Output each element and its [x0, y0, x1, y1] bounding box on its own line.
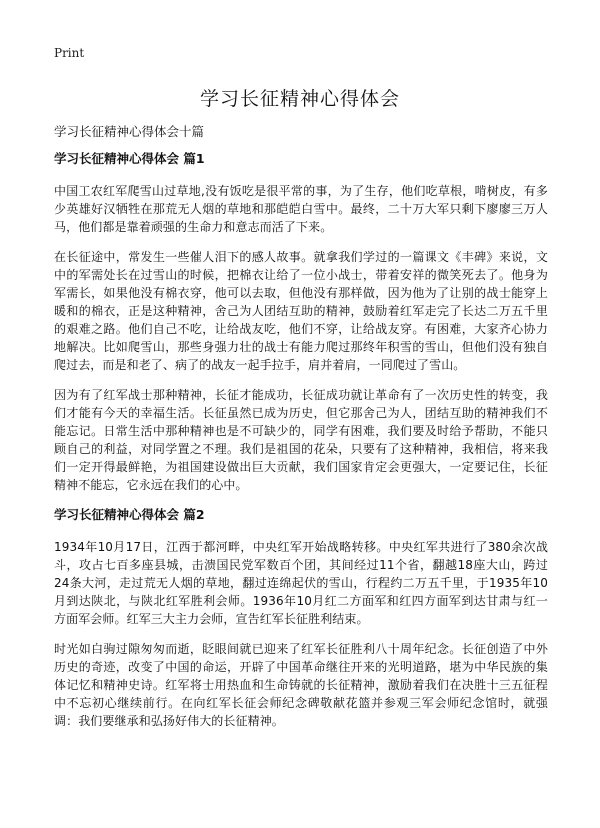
article-body [54, 150, 548, 742]
section-1 [54, 150, 548, 494]
print-link[interactable]: Print [54, 46, 85, 60]
page-title: 学习长征精神心得体会 [199, 88, 400, 110]
paragraph: 1934年10月17日，江西于都河畔，中央红军开始战略转移。中央红军共进行了380余次战斗，攻占七百多座县城，击溃国民党军数百个团，其间经过11个省，翻越18座大山，跨过24条大河，走过荒无人烟的草地，翻过连绵起伏的雪山，行程约二万五千里，于1935年10月到达陕北，与陕北红军胜利会师。1936年10月红二方面军和红四方面军到达甘肃与红一方面军会师。红军三大主力会师，宣告红军长征胜利结束。 [54, 540, 548, 626]
document-subtitle: 学习长征精神心得体会十篇 [54, 124, 205, 139]
paragraph: 在长征途中，常发生一些催人泪下的感人故事。就拿我们学过的一篇课文《丰碑》来说，文中的军需处长在过雪山的时候，把棉衣让给了一位小战士，带着安祥的微笑死去了。他身为军需长，如果他没有棉衣穿，他可以去取，但他没有那样做，因为他为了让别的战士能穿上暖和的棉衣，正是这种精神，舍己为人团结互助的精神，鼓励着红军走完了长达二万五千里的艰难之路。他们自己不吃，让给战友吃，他们不穿，让给战友穿。有困难，大家齐心协力地解决。比如爬雪山，那些身强力壮的战士有能力爬过那终年积雪的雪山，但他们没有独自爬过去，而是和老了、病了的战友一起手拉手，肩并着肩，一同爬过了雪山。 [54, 250, 548, 372]
section-2 [54, 506, 548, 730]
section-heading: 学习长征精神心得体会 篇1 [54, 151, 205, 166]
paragraph: 因为有了红军战士那种精神，长征才能成功，长征成功就让革命有了一次历史性的转变，我们才能有今天的幸福生活。长征虽然已成为历史，但它那舍己为人，团结互助的精神我们不能忘记。日常生活中那种精神也是不可缺少的，同学有困难，我们要及时给予帮助，不能只顾自己的利益，对同学置之不理。我们是祖国的花朵，只要有了这种精神，我相信，将来我们一定开得最鲜艳，为祖国建设做出巨大贡献，我们国家肯定会更强大，一定要记住，长征精神不能忘，它永远在我们的心中。 [54, 388, 548, 492]
paragraph: 中国工农红军爬雪山过草地,没有饭吃是很平常的事，为了生存，他们吃草根，啃树皮，有多少英雄好汉牺牲在那荒无人烟的草地和那皑皑白雪中。最终，二十万大军只剩下廖廖三万人马，他们都是靠着顽强的生命力和意志而活了下来。 [54, 184, 548, 234]
section-heading: 学习长征精神心得体会 篇2 [54, 507, 205, 522]
paragraph: 时光如白驹过隙匆匆而逝，眨眼间就已迎来了红军长征胜利八十周年纪念。长征创造了中外历史的奇迹，改变了中国的命运，开辟了中国革命继往开来的光明道路，堪为中华民族的集体记忆和精神史诗。红军将士用热血和生命铸就的长征精神，激励着我们在决胜十三五征程中不忘初心继续前行。在向红军长征会师纪念碑敬献花篮并参观三军会师纪念馆时，就强调：我们要继承和弘扬好伟大的长征精神。 [54, 642, 548, 728]
